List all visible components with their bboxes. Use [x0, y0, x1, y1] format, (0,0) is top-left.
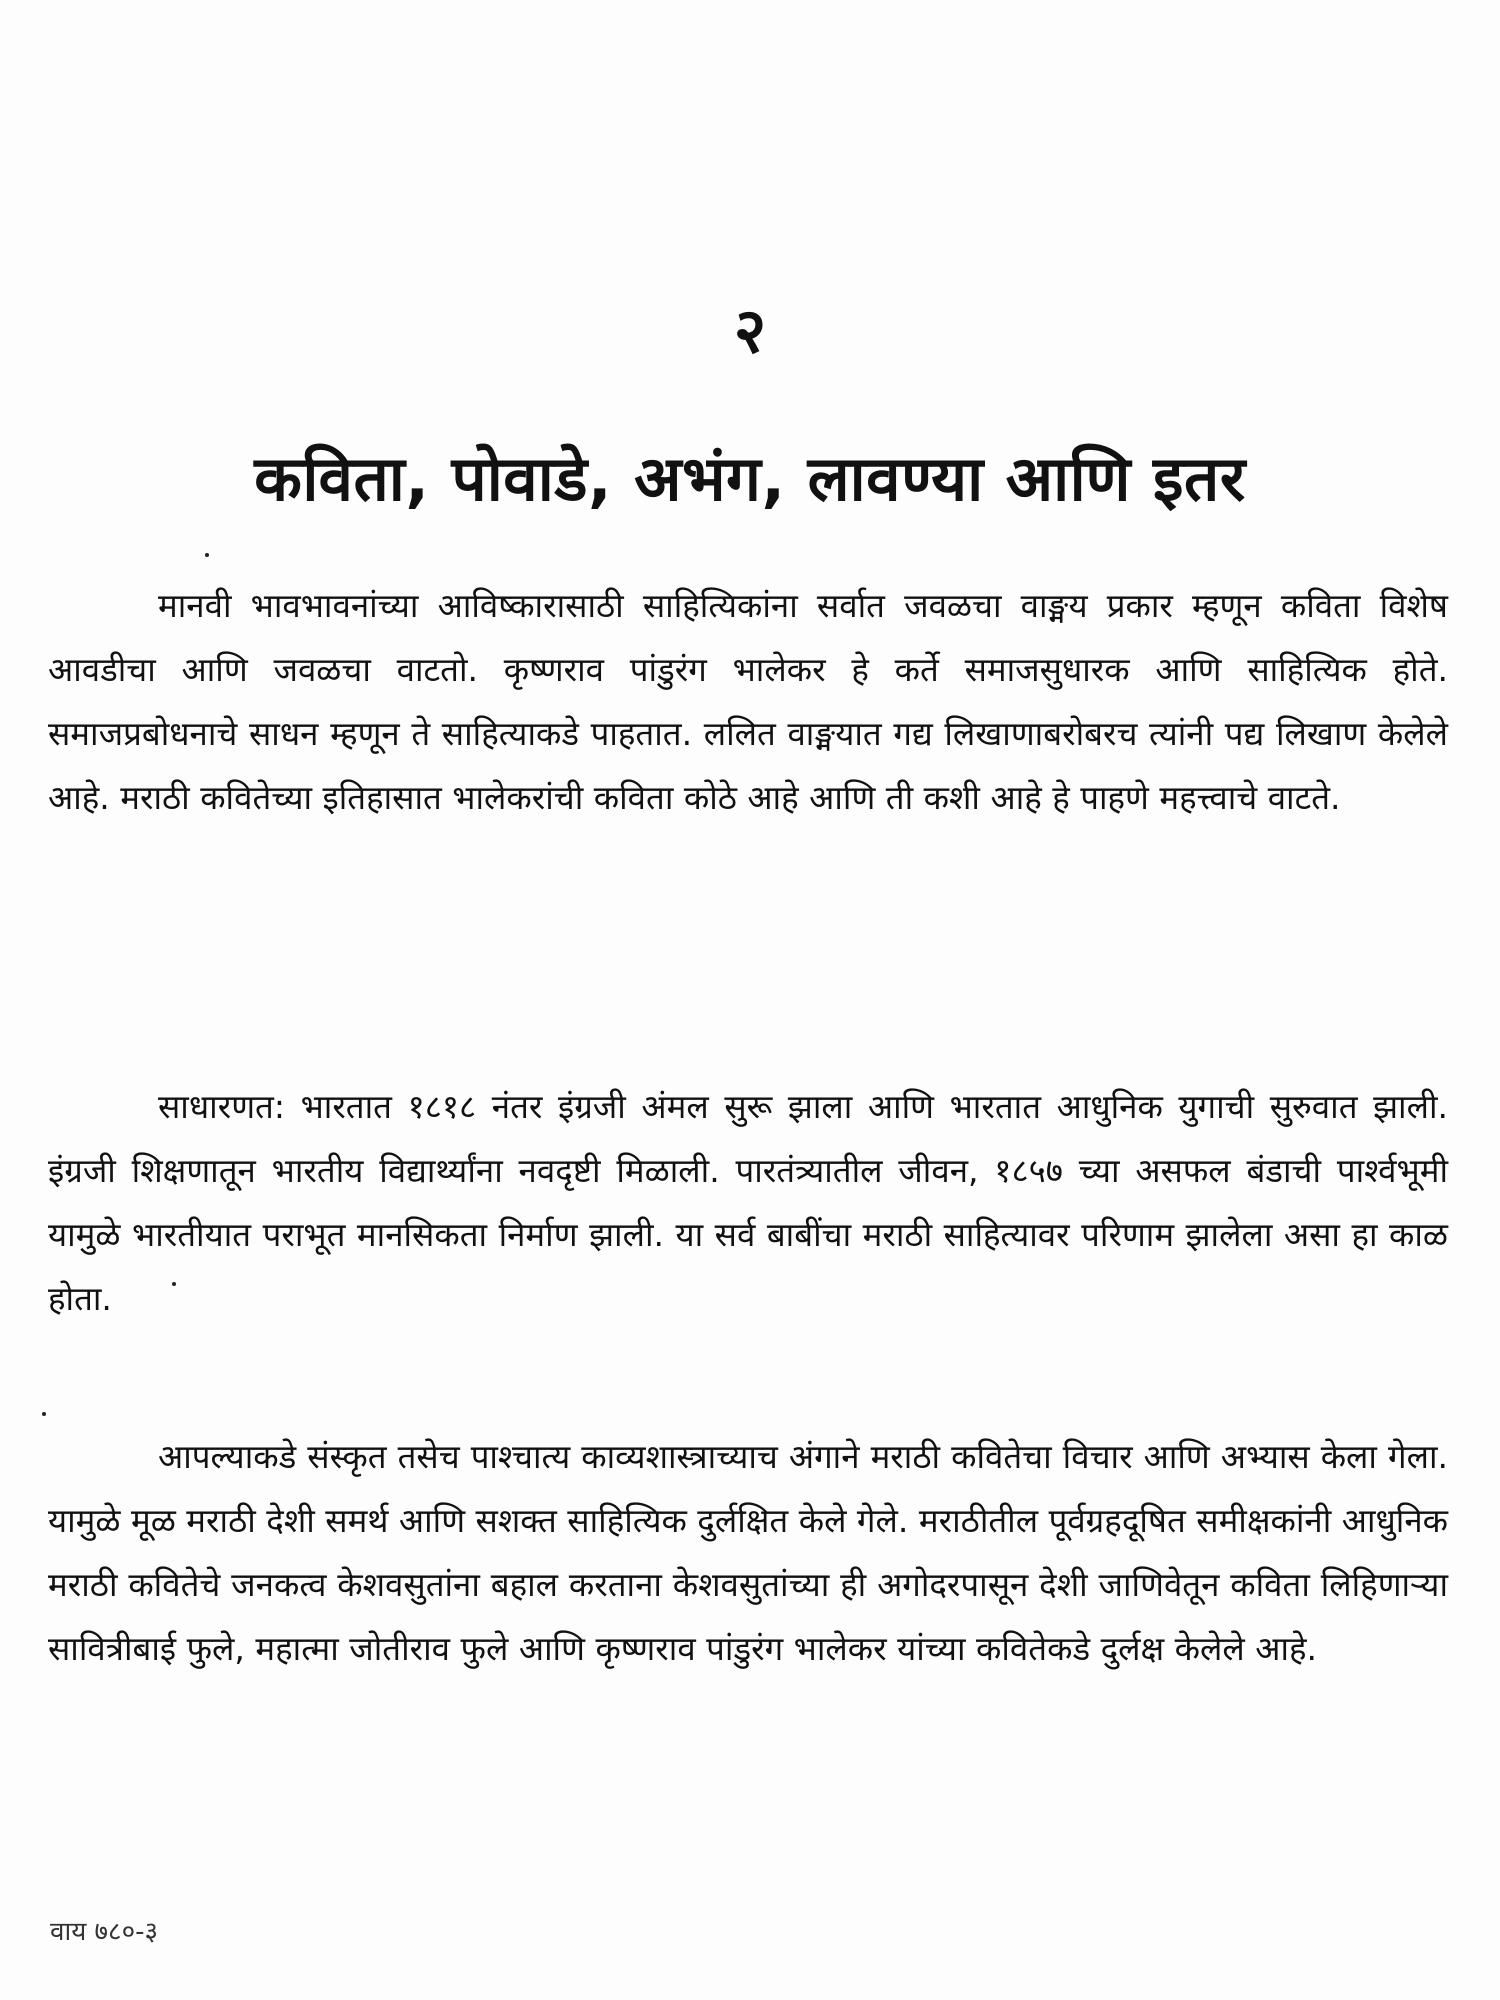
paragraph-2: साधारणत: भारतात १८१८ नंतर इंग्रजी अंमल सुरू झाला आणि भारतात आधुनिक युगाची सुरुवात झाली. इंग्रजी शिक्षणातून भारतीय विद्यार्थ्यांना नवदृष्टी मिळाली. पारतंत्र्यातील जीवन, १८५७ च्या असफल बंडाची पार्श्वभूमी यामुळे भारतीयात पराभूत मानसिकता निर्माण झाली. या सर्व बाबींचा मराठी साहित्यावर परिणाम झालेला असा हा काळ होता.	[48, 1087, 1448, 1318]
scan-speck	[172, 1282, 176, 1286]
paragraph-1: मानवी भावभावनांच्या आविष्कारासाठी साहित्यिकांना सर्वात जवळचा वाङ्मय प्रकार म्हणून कविता विशेष आवडीचा आणि जवळचा वाटतो. कृष्णराव पांडुरंग भालेकर हे कर्ते समाजसुधारक आणि साहित्यिक होते. समाजप्रबोधनाचे साधन म्हणून ते साहित्याकडे पाहतात. ललित वाङ्मयात गद्य लिखाणाबरोबरच त्यांनी पद्य लिखाण केलेले आहे. मराठी कवितेच्या इतिहासात भालेकरांची कविता कोठे आहे आणि ती कशी आहे हे पाहणे महत्त्वाचे वाटते.	[48, 586, 1448, 817]
chapter-title: कविता, पोवाडे, अभंग, लावण्या आणि इतर	[254, 442, 1246, 515]
paragraph-3: आपल्याकडे संस्कृत तसेच पाश्चात्य काव्यशास्त्राच्याच अंगाने मराठी कवितेचा विचार आणि अभ्यास केला गेला. यामुळे मूळ मराठी देशी समर्थ आणि सशक्त साहित्यिक दुर्लक्षित केले गेले. मराठीतील पूर्वग्रहदूषित समीक्षकांनी आधुनिक मराठी कवितेचे जनकत्व केशवसुतांना बहाल करताना केशवसुतांच्या ही अगोदरपासून देशी जाणिवेतून कविता लिहिणाऱ्या सावित्रीबाई फुले, महात्मा जोतीराव फुले आणि कृष्णराव पांडुरंग भालेकर यांच्या कवितेकडे दुर्लक्ष केलेले आहे.	[48, 1437, 1448, 1668]
chapter-number: २	[733, 294, 767, 367]
scan-speck	[205, 553, 209, 557]
scan-speck	[42, 1412, 46, 1416]
page-footer-code: वाय ७८०-३	[50, 1917, 158, 1947]
